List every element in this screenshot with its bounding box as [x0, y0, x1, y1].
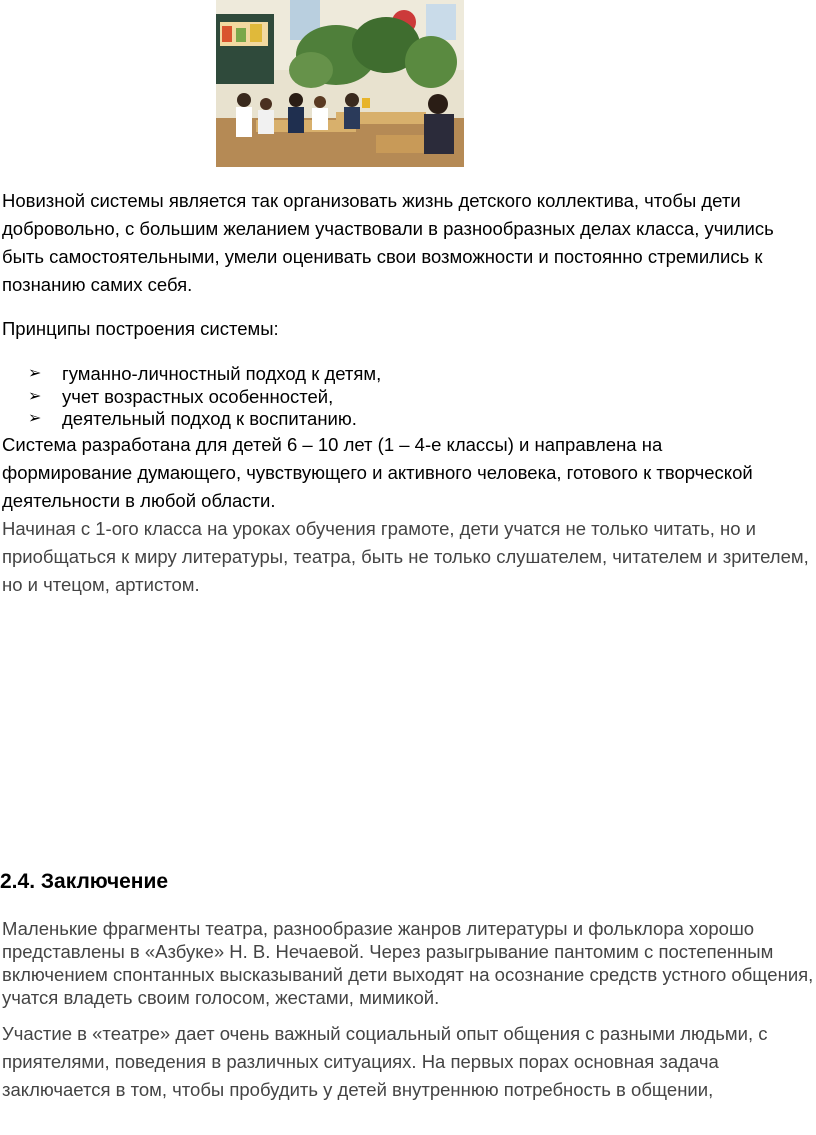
- list-item-text: учет возрастных особенностей,: [62, 385, 334, 407]
- list-item: [28, 386, 381, 409]
- section-heading: 2.4. Заключение: [0, 870, 169, 893]
- arrowhead-bullet-icon: ➢: [28, 365, 42, 382]
- arrowhead-bullet-icon: ➢: [28, 410, 42, 427]
- arrowhead-bullet-icon: ➢: [28, 387, 42, 405]
- paragraph-reading: Начиная с 1-ого класса на уроках обучения грамоте, дети учатся не только читать, но и приобщаться к миру литературы, театра, быть не только слушателем, читателем и зрителем, но и чтецом, артистом.: [2, 518, 809, 595]
- list-item-text: гуманно-личностный подход к детям,: [62, 363, 382, 384]
- list-item: [28, 408, 381, 431]
- paragraph-system: Система разработана для детей 6 – 10 лет (1 – 4-е классы) и направлена на формирование думающего, чувствующего и активного человека, готового к творческой деятельности в любой области.: [2, 434, 753, 511]
- list-item: [28, 363, 381, 386]
- classroom-photo: [216, 0, 464, 167]
- paragraph-theatre: Участие в «театре» дает очень важный социальный опыт общения с разными людьми, с приятелями, поведения в различных ситуациях. На первых порах основная задача заключается в том, чтобы пробудить у детей внутреннюю потребность в общении,: [2, 1023, 768, 1100]
- classroom-photo-graphic: [216, 0, 464, 167]
- paragraph-conclusion: Маленькие фрагменты театра, разнообразие жанров литературы и фольклора хорошо представлены в «Азбуке» Н. В. Нечаевой. Через разыгрывание пантомим с постепенным включением спонтанных высказываний дети выходят на осознание средств устного общения, учатся владеть своим голосом, жестами, мимикой.: [2, 918, 814, 1008]
- paragraph-innovation: Новизной системы является так организовать жизнь детского коллектива, чтобы дети добровольно, с большим желанием участвовали в разнообразных делах класса, учились быть самостоятельными, умели оценивать свои возможности и постоянно стремились к познанию самих себя.: [2, 190, 774, 295]
- principles-title: Принципы построения системы:: [2, 318, 279, 339]
- principles-list: [28, 363, 381, 431]
- list-item-text: деятельный подход к воспитанию.: [62, 408, 357, 429]
